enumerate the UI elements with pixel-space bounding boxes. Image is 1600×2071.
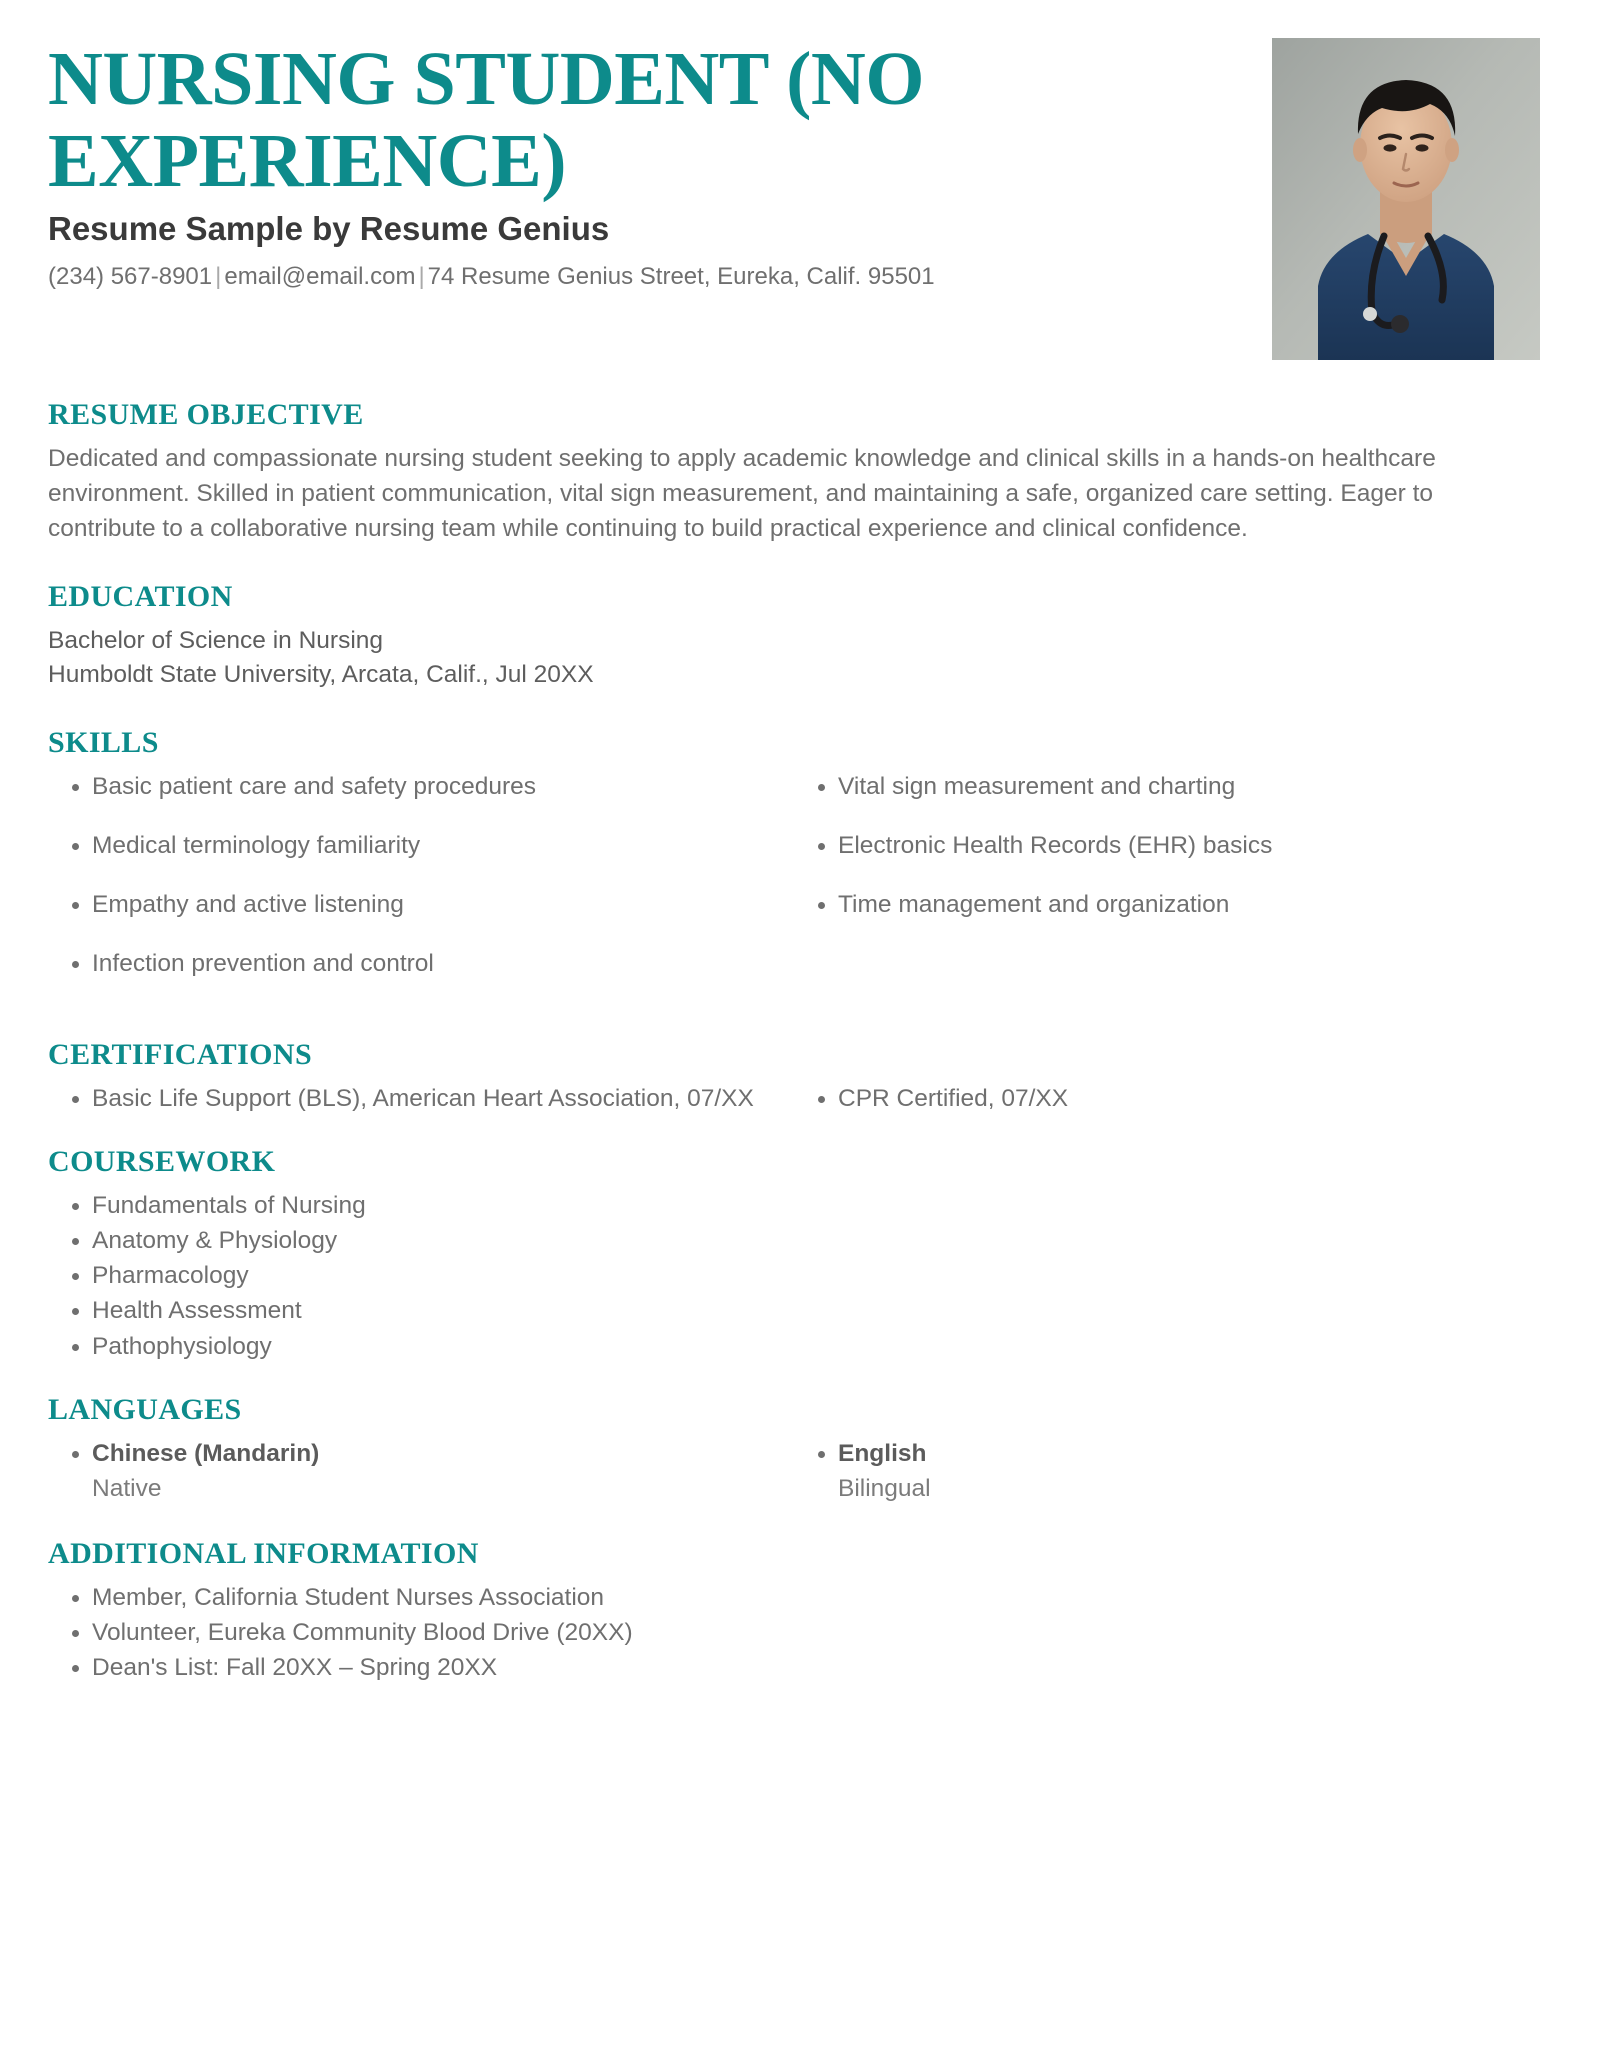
language-level: Native	[92, 1474, 162, 1502]
contact-separator-2: |	[418, 263, 425, 291]
list-item: Dean's List: Fall 20XX – Spring 20XX	[58, 1651, 1540, 1684]
section-education	[48, 580, 1540, 692]
header-text-block	[48, 38, 1228, 293]
skills-list-right	[804, 770, 1540, 921]
list-item: Medical terminology familiarity	[58, 829, 794, 862]
education-school: Humboldt State University, Arcata, Calif., Jul 20XX	[48, 661, 594, 689]
section-coursework	[48, 1145, 1540, 1362]
section-certifications	[48, 1038, 1540, 1115]
objective-paragraph: Dedicated and compassionate nursing student seeking to apply academic knowledge and clinical skills in a hands-on healthcare environment. Skilled in patient communication, vital sign measurement, and maintaining a safe, organized care setting. Eager to contribute to a collaborative nursing team while continuing to build practical experience and clinical confidence.	[48, 445, 1436, 542]
list-item: Member, California Student Nurses Association	[58, 1581, 1540, 1614]
additional-information-list	[48, 1581, 1540, 1684]
section-heading-objective: RESUME OBJECTIVE	[48, 398, 364, 431]
list-item: Vital sign measurement and charting	[804, 770, 1540, 803]
coursework-list	[48, 1189, 1540, 1362]
section-heading-education: EDUCATION	[48, 580, 233, 614]
language-level: Bilingual	[838, 1474, 931, 1502]
list-item	[804, 1437, 1540, 1505]
avatar	[1272, 38, 1540, 360]
section-heading-languages: LANGUAGES	[48, 1392, 242, 1426]
list-item: Pharmacology	[58, 1259, 1540, 1292]
list-item: Basic patient care and safety procedures	[58, 770, 794, 803]
certifications-list-left	[58, 1082, 794, 1115]
language-name: English	[838, 1439, 927, 1467]
section-resume-objective	[48, 398, 1540, 546]
contact-email[interactable]: email@email.com	[224, 263, 416, 291]
certifications-column-right	[794, 1082, 1540, 1115]
contact-address: 74 Resume Genius Street, Eureka, Calif. 95501	[427, 263, 935, 291]
section-additional-information	[48, 1537, 1540, 1684]
languages-list-right	[804, 1437, 1540, 1505]
list-item: Electronic Health Records (EHR) basics	[804, 829, 1540, 862]
certifications-column-left	[48, 1082, 794, 1115]
skills-column-left	[48, 770, 794, 1006]
section-heading-certifications: CERTIFICATIONS	[48, 1038, 313, 1072]
list-item: CPR Certified, 07/XX	[804, 1082, 1540, 1115]
list-item: Infection prevention and control	[58, 947, 794, 980]
resume-subtitle: Resume Sample by Resume Genius	[48, 210, 610, 248]
list-item: Empathy and active listening	[58, 888, 794, 921]
section-heading-skills: SKILLS	[48, 725, 159, 759]
page-title: NURSING STUDENT (NO EXPERIENCE)	[48, 37, 924, 204]
skills-column-right	[794, 770, 1540, 1006]
section-heading-coursework: COURSEWORK	[48, 1145, 276, 1179]
language-name: Chinese (Mandarin)	[92, 1439, 320, 1467]
resume-header	[48, 38, 1540, 368]
list-item: Health Assessment	[58, 1294, 1540, 1327]
contact-line	[48, 261, 1228, 292]
list-item: Fundamentals of Nursing	[58, 1189, 1540, 1222]
certifications-list-right	[804, 1082, 1540, 1115]
list-item: Volunteer, Eureka Community Blood Drive (20XX)	[58, 1616, 1540, 1649]
list-item	[58, 1437, 794, 1505]
languages-column-right	[794, 1437, 1540, 1505]
list-item: Anatomy & Physiology	[58, 1224, 1540, 1257]
contact-phone: (234) 567-8901	[48, 263, 213, 291]
contact-separator-1: |	[215, 263, 222, 291]
languages-list-left	[58, 1437, 794, 1505]
list-item: Basic Life Support (BLS), American Heart Association, 07/XX	[58, 1082, 794, 1115]
section-languages	[48, 1393, 1540, 1505]
section-skills	[48, 726, 1540, 1006]
education-degree: Bachelor of Science in Nursing	[48, 627, 384, 655]
list-item: Time management and organization	[804, 888, 1540, 921]
list-item: Pathophysiology	[58, 1330, 1540, 1363]
section-heading-additional-information: ADDITIONAL INFORMATION	[48, 1536, 479, 1570]
skills-list-left	[58, 770, 794, 980]
headshot-photo-icon	[1272, 38, 1540, 360]
languages-column-left	[48, 1437, 794, 1505]
